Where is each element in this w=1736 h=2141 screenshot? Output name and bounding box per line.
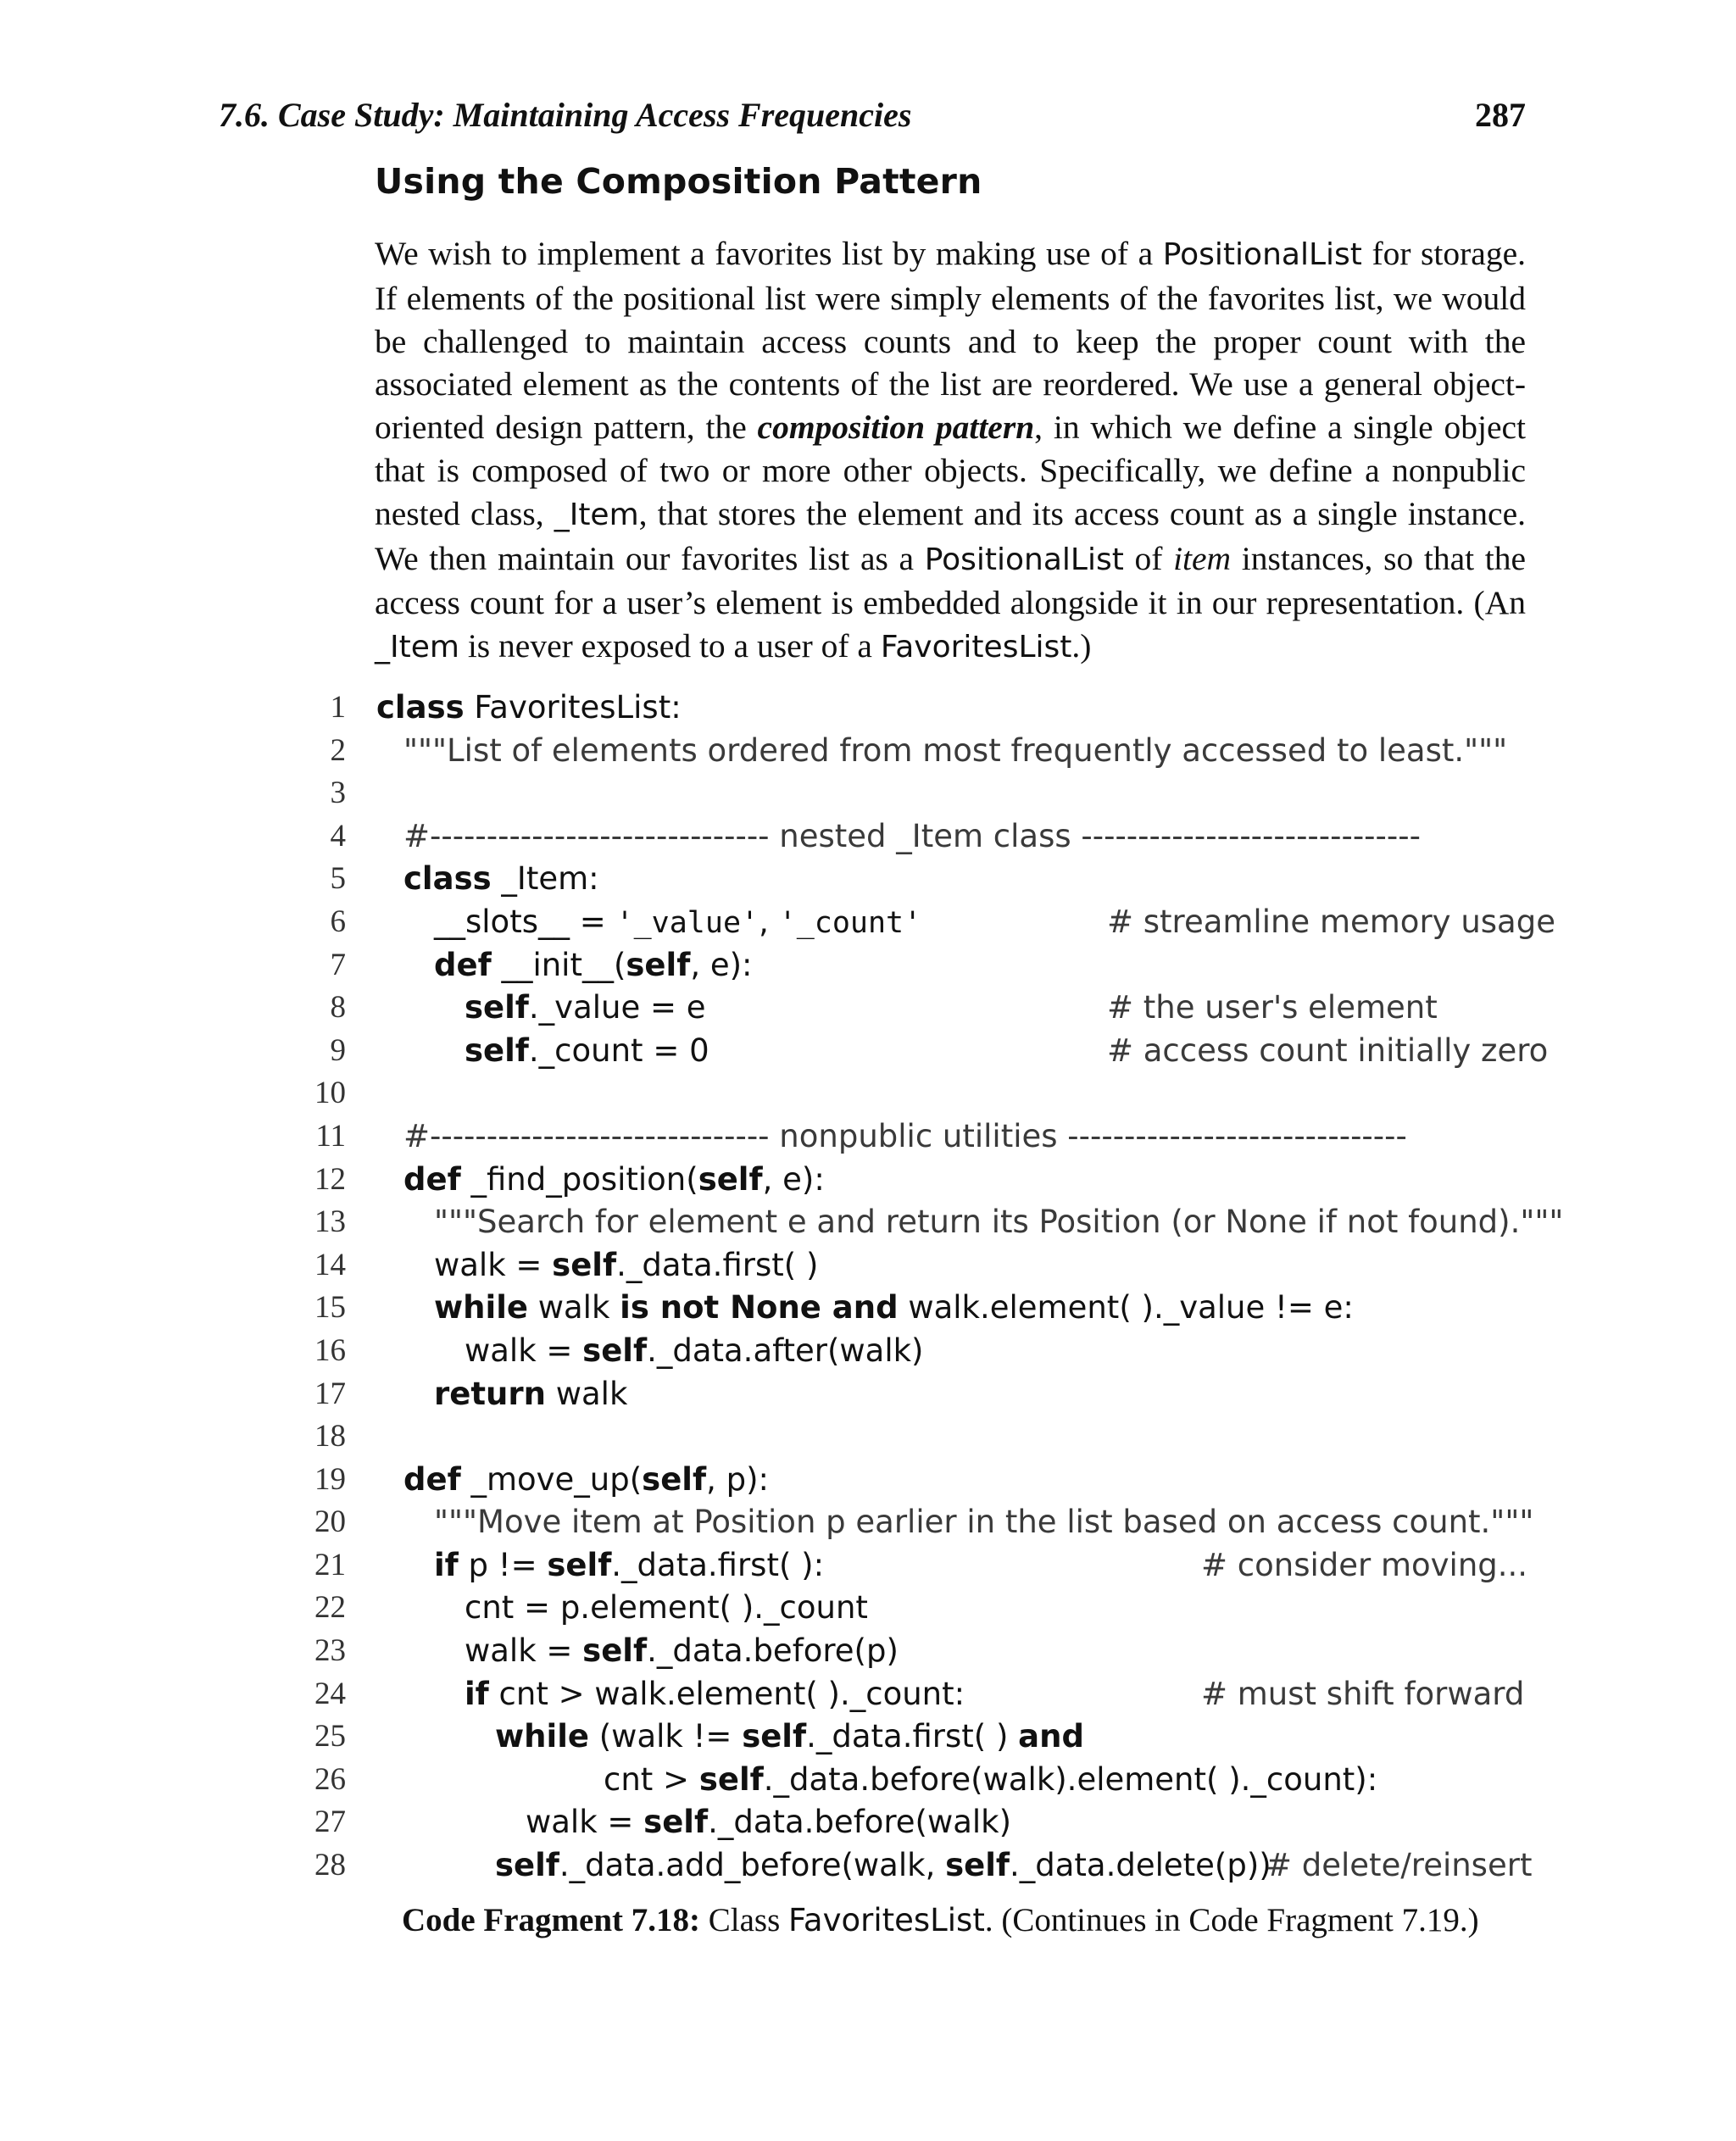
code-token: _Item: <box>491 860 599 898</box>
code-token: ._data.before(walk) <box>708 1804 1012 1841</box>
code-line <box>305 858 1543 901</box>
code-comment: #------------------------------ nested _Item class ------------------------------ <box>403 817 1421 854</box>
section-heading: Using the Composition Pattern <box>375 161 982 202</box>
keyword: class <box>376 689 465 726</box>
text-run: , that stores the element and its access count as a single instance. We then maintain our favorites list as a <box>375 494 1526 577</box>
code-token: _move_up( <box>460 1460 643 1498</box>
keyword: self <box>642 1460 707 1498</box>
code-text <box>434 1373 627 1416</box>
line-number: 3 <box>330 776 346 811</box>
line-number: 23 <box>314 1633 346 1669</box>
line-number: 19 <box>314 1461 346 1497</box>
code-comment: # the user's element <box>1107 989 1438 1026</box>
line-number: 7 <box>330 947 346 982</box>
text-run: instances, so that the access count for a user’s element is embedded alongside it in our representation. (An <box>375 539 1526 622</box>
code-line <box>305 1673 1543 1716</box>
code-token: walk = <box>465 1632 583 1670</box>
line-number: 11 <box>315 1118 346 1154</box>
keyword: self <box>626 946 691 983</box>
code-line <box>305 1287 1543 1330</box>
keyword: while <box>495 1718 589 1755</box>
string-literal: '_count' <box>778 905 922 940</box>
term-item: _Item <box>554 497 639 532</box>
code-text <box>434 1544 824 1588</box>
code-listing <box>305 687 1564 1888</box>
code-text <box>465 1630 899 1673</box>
line-number: 9 <box>330 1032 346 1068</box>
italic-item: item <box>1173 539 1232 577</box>
code-text <box>465 1673 965 1716</box>
code-line <box>305 1201 1564 1244</box>
line-number: 13 <box>314 1204 346 1240</box>
docstring: """Move item at Position p earlier in the list based on access count.""" <box>434 1504 1534 1541</box>
code-line <box>305 1115 1543 1159</box>
line-number: 14 <box>314 1247 346 1282</box>
code-text <box>403 1459 769 1502</box>
keyword: self <box>495 1847 559 1884</box>
code-text <box>434 1244 818 1287</box>
code-token: ._data.before(p) <box>647 1632 899 1670</box>
keyword: self <box>582 1632 648 1670</box>
code-line <box>305 1072 1543 1115</box>
docstring: """Search for element e and return its Position (or None if not found).""" <box>434 1204 1564 1241</box>
keyword: and <box>1018 1718 1084 1755</box>
code-token: FavoritesList: <box>464 689 682 726</box>
text-run: We wish to implement a favorites list by making use of a <box>375 235 1163 272</box>
code-line <box>305 1630 1543 1673</box>
line-number: 2 <box>330 732 346 768</box>
code-comment: # consider moving... <box>1201 1546 1528 1583</box>
keyword: self <box>698 1160 763 1198</box>
line-number: 8 <box>330 990 346 1026</box>
line-number: 15 <box>314 1290 346 1326</box>
line-number: 24 <box>314 1676 346 1711</box>
text-run: is never exposed to a user of a <box>459 627 881 665</box>
line-number: 28 <box>314 1848 346 1883</box>
line-number: 12 <box>314 1161 346 1197</box>
string-literal: '_value' <box>615 905 760 940</box>
keyword: if <box>465 1675 489 1712</box>
keyword: return <box>434 1375 546 1412</box>
page-number: 287 <box>1475 96 1526 134</box>
keyword: self <box>465 1032 529 1069</box>
line-number: 27 <box>314 1805 346 1840</box>
code-line <box>305 687 1543 730</box>
line-number: 22 <box>314 1590 346 1626</box>
line-number: 10 <box>314 1076 346 1111</box>
code-token: walk = <box>434 1246 553 1283</box>
code-line <box>305 1801 1543 1844</box>
code-text <box>403 1159 825 1202</box>
code-text <box>465 1030 709 1073</box>
code-line <box>305 1159 1543 1202</box>
code-token: walk <box>545 1375 628 1412</box>
code-line <box>305 1759 1543 1802</box>
keyword: self <box>465 989 529 1026</box>
code-line <box>305 987 1543 1030</box>
code-token: ._data.first( ): <box>611 1546 825 1583</box>
keyword: self <box>945 1847 1010 1884</box>
code-text <box>604 1759 1377 1802</box>
code-token: , <box>759 903 779 940</box>
docstring: """List of elements ordered from most frequently accessed to least.""" <box>403 731 1508 769</box>
line-number: 20 <box>314 1504 346 1540</box>
code-token: walk = <box>465 1332 583 1369</box>
code-token: ._data.after(walk) <box>647 1332 924 1369</box>
code-text <box>526 1801 1011 1844</box>
code-line <box>305 1330 1543 1373</box>
line-number: 5 <box>330 861 346 897</box>
code-line <box>305 815 1543 859</box>
code-line <box>305 730 1543 773</box>
code-caption <box>402 1901 1479 1939</box>
code-comment: # must shift forward <box>1201 1675 1525 1712</box>
code-token: walk <box>527 1289 620 1326</box>
code-token: p != <box>458 1546 548 1583</box>
code-text <box>434 901 921 945</box>
text-run: , in which we define a single object that is composed of two or more other objects. Specifically, we define a nonpublic nested class, <box>375 409 1527 532</box>
code-text <box>434 944 753 987</box>
code-line <box>305 1415 1543 1459</box>
keyword: self <box>698 1760 764 1798</box>
code-token: walk = <box>526 1804 644 1841</box>
code-comment: #------------------------------ nonpublic utilities ------------------------------ <box>403 1117 1407 1154</box>
code-text <box>495 1716 1084 1759</box>
code-token: (walk != <box>588 1718 743 1755</box>
code-token: , e): <box>690 946 753 983</box>
keyword: self <box>552 1246 617 1283</box>
code-text <box>465 987 706 1030</box>
code-token: _find_position( <box>460 1160 698 1198</box>
code-token: ._data.delete(p)) <box>1010 1847 1271 1884</box>
code-token: ._data.first( ) <box>806 1718 1019 1755</box>
keyword: class <box>403 860 492 898</box>
section-number: 7.6. <box>219 96 270 134</box>
term-positional-list: PositionalList <box>924 542 1124 577</box>
caption-text: Class <box>700 1902 789 1938</box>
code-line <box>305 1244 1543 1287</box>
code-token: cnt > <box>604 1760 699 1798</box>
keyword: self <box>547 1546 612 1583</box>
caption-class-name: FavoritesList <box>788 1902 985 1938</box>
code-token: ._data.before(walk).element( )._count): <box>763 1760 1378 1798</box>
code-token: ._data.add_before(walk, <box>559 1847 946 1884</box>
term-item: _Item <box>375 630 459 665</box>
code-line <box>305 901 1555 944</box>
keyword: def <box>403 1460 461 1498</box>
code-line <box>305 1373 1543 1416</box>
code-text <box>403 858 599 901</box>
code-text <box>376 687 682 730</box>
line-number: 25 <box>314 1719 346 1755</box>
text-run: for storage. If elements of the positional list were simply elements of the favorites list, we would be challenged to maintain access counts and to keep the proper count with the associated element as the contents of the list are reordered. We use a general object-oriented design pattern, the <box>375 235 1527 447</box>
code-line <box>305 1716 1543 1759</box>
line-number: 17 <box>314 1376 346 1411</box>
caption-text: . (Continues in Code Fragment 7.19.) <box>984 1902 1479 1938</box>
code-line <box>305 1030 1549 1073</box>
code-line <box>305 944 1543 987</box>
line-number: 26 <box>314 1761 346 1797</box>
code-token: __slots__ = <box>434 903 616 940</box>
caption-label: Code Fragment 7.18: <box>402 1902 701 1938</box>
keyword: self <box>742 1718 807 1755</box>
code-line <box>305 1544 1543 1588</box>
code-comment: # streamline memory usage <box>1107 903 1555 940</box>
running-head <box>219 95 1526 146</box>
code-text: cnt = p.element( )._count <box>465 1589 868 1627</box>
keyword: def <box>403 1160 461 1198</box>
code-line <box>305 1587 1543 1630</box>
line-number: 18 <box>314 1419 346 1454</box>
line-number: 6 <box>330 904 346 939</box>
code-token: ._value = e <box>528 989 706 1026</box>
code-token: walk.element( )._value != e: <box>898 1289 1354 1326</box>
code-text <box>434 1287 1354 1330</box>
line-number: 16 <box>314 1332 346 1368</box>
code-line <box>305 1501 1543 1544</box>
code-comment: # access count initially zero <box>1107 1032 1549 1069</box>
keyword: is not None and <box>620 1289 899 1326</box>
emphasis-term: composition pattern <box>757 409 1035 447</box>
code-line <box>305 772 1543 815</box>
intro-paragraph <box>375 232 1526 670</box>
line-number: 21 <box>314 1547 346 1582</box>
keyword: while <box>434 1289 528 1326</box>
code-text <box>465 1330 923 1373</box>
code-token: __init__( <box>491 946 626 983</box>
line-number: 4 <box>330 818 346 854</box>
code-token: ._data.first( ) <box>616 1246 819 1283</box>
code-line <box>305 1844 1543 1888</box>
keyword: self <box>582 1332 648 1369</box>
chapter-title: Case Study: Maintaining Access Frequencies <box>278 96 912 134</box>
text-run: of <box>1123 539 1174 577</box>
code-line <box>305 1459 1543 1502</box>
keyword: if <box>434 1546 459 1583</box>
code-text <box>495 1844 1271 1888</box>
code-token: ._count = 0 <box>528 1032 709 1069</box>
keyword: self <box>643 1804 709 1841</box>
code-token: cnt > walk.element( )._count: <box>488 1675 965 1712</box>
code-token: , p): <box>706 1460 769 1498</box>
keyword: def <box>434 946 492 983</box>
text-run: .) <box>1071 627 1092 665</box>
term-positional-list: PositionalList <box>1162 237 1362 272</box>
code-comment: # delete/reinsert <box>1266 1847 1533 1884</box>
term-favorites-list: FavoritesList <box>880 630 1072 665</box>
line-number: 1 <box>330 690 346 725</box>
code-token: , e): <box>762 1160 825 1198</box>
